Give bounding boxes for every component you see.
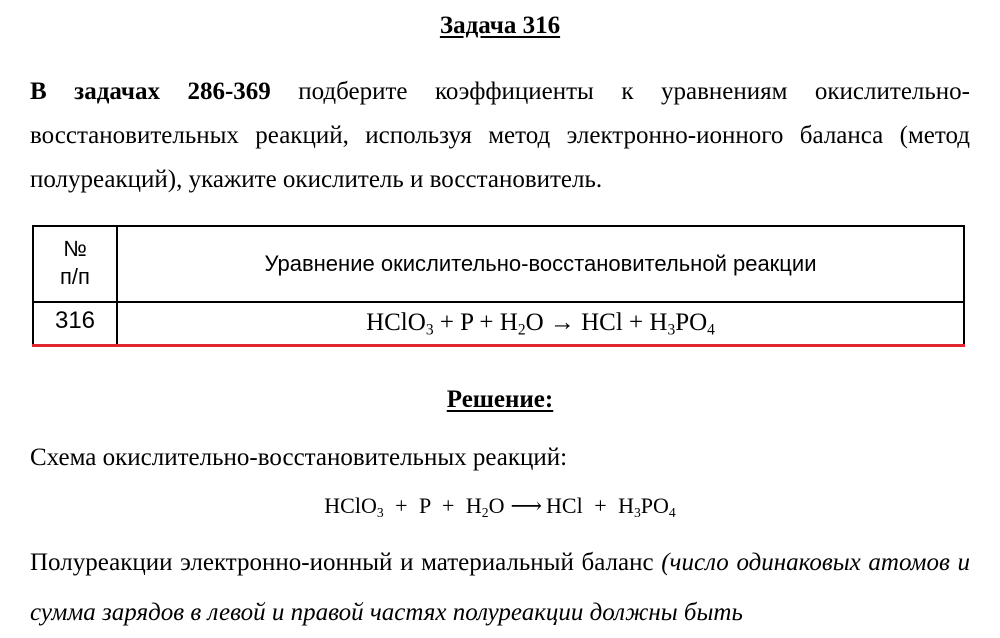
- task-range: В задачах 286-369: [30, 78, 271, 105]
- half-reactions-text: Полуреакции электронно-ионный и материальный баланс (число одинаковых атомов и сумма зарядов в левой и правой частях полуреакции должны быть: [30, 549, 970, 626]
- reaction-table: [32, 225, 965, 346]
- task-text: подберите коэффициенты к уравнениям окислительно-восстановительных реакций, используя метод электронно-ионного баланса (метод полуреакций), укажите окислитель и восстановитель.: [30, 78, 970, 193]
- scheme-label: Схема окислительно-восстановительных реакций:: [30, 444, 568, 471]
- problem-title: Задача 316: [439, 12, 561, 39]
- half-reactions-note: (число одинаковых атомов и сумма зарядов в левой и правой частях полуреакции должны быть: [30, 549, 970, 626]
- reaction-arrow-icon: ⟶: [510, 493, 541, 518]
- table-row-equation: HClO$_3$ + $P + H_2O$ → HCl + $H_3PO_4$: [366, 309, 715, 339]
- scheme-equation: HClO$_3$ + $P + H_2O$ ⟶ HCl + $H_3PO_4$: [324, 493, 676, 520]
- task-statement: [30, 70, 970, 202]
- table-header-equation: Уравнение окислительно-восстановительной реакции: [264, 251, 817, 276]
- table-divider-horizontal: [34, 301, 963, 303]
- table-row-number: 316: [54, 307, 96, 334]
- solution-title: Решение:: [446, 386, 554, 413]
- red-underline: [32, 344, 965, 347]
- table-header-number: № п/п: [60, 236, 90, 289]
